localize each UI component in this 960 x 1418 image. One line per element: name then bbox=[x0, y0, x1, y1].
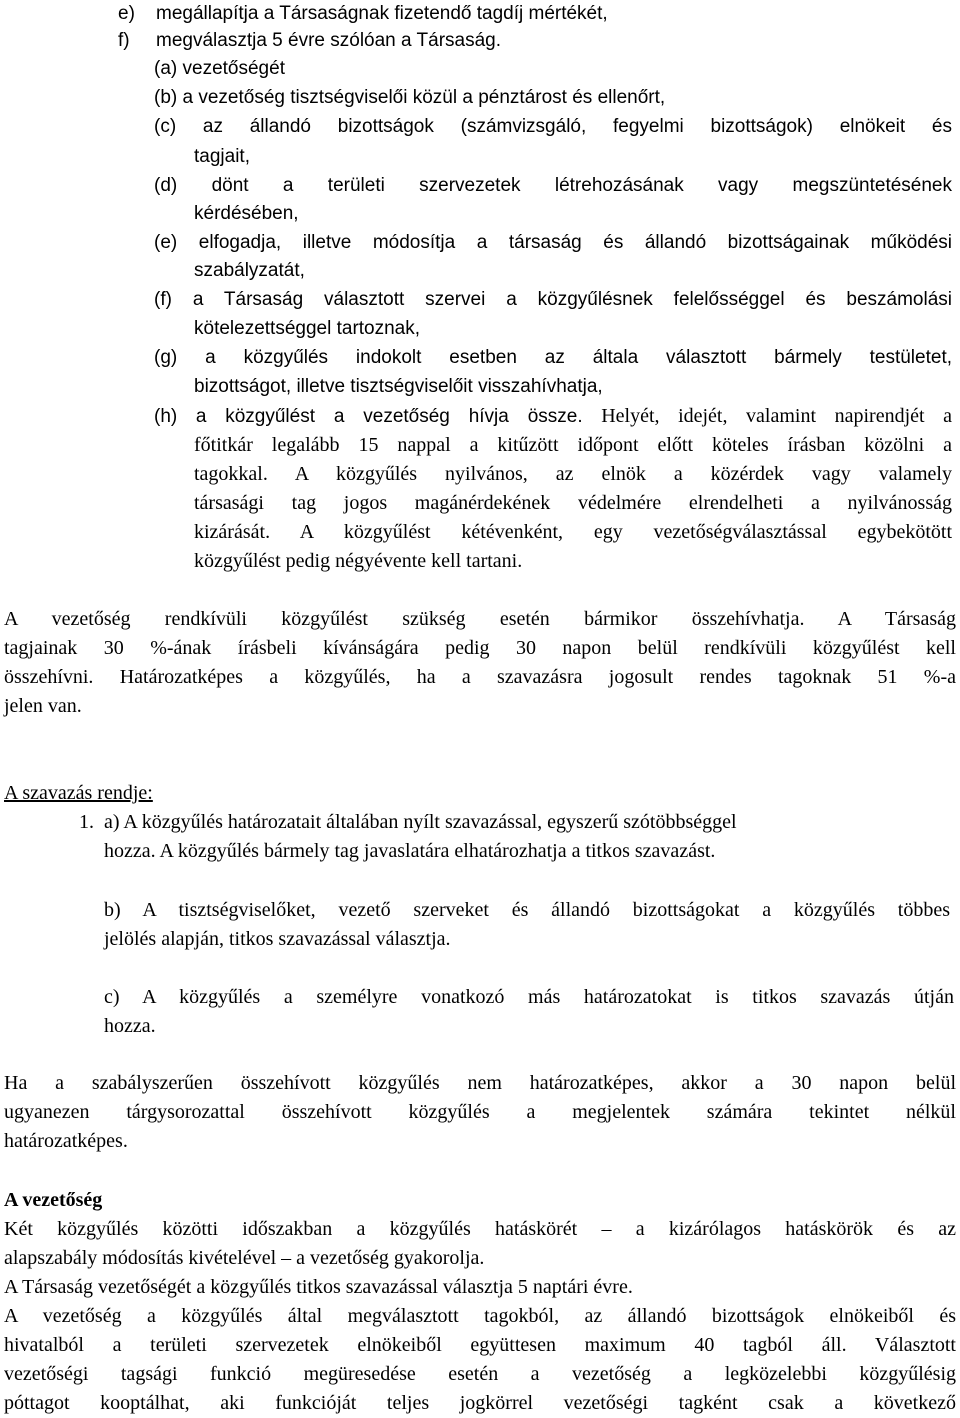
sub-text: a közgyűlés indokolt esetben az általa választott bármely testületet, bbox=[205, 347, 952, 368]
para-quorum-line3: határozatképes. bbox=[4, 1130, 128, 1152]
sub-item-e-line2: szabályzatát, bbox=[194, 260, 305, 281]
sub-item-c-line1 bbox=[154, 112, 952, 141]
sub-item-e-line1 bbox=[154, 228, 952, 257]
sub-label: (b) bbox=[154, 87, 178, 108]
sub-item-a bbox=[154, 54, 285, 83]
sub-item-c-line2: tagjait, bbox=[194, 146, 250, 167]
voting-b-line1: b) A tisztségviselőket, vezető szerveket és állandó bizottságokat a közgyűlés többes bbox=[104, 899, 950, 921]
sub-text: a Társaság választott szervei a közgyűlésnek felelősséggel és beszámolási bbox=[192, 289, 952, 310]
para-extraordinary-line3: összehívni. Határozatképes a közgyűlés, ha a szavazásra jogosult rendes tagoknak 51 %-a bbox=[4, 666, 956, 688]
list-label: e) bbox=[118, 3, 135, 24]
para-extraordinary-line1: A vezetőség rendkívüli közgyűlést szükség esetén bármikor összehívhatja. A Társaság bbox=[4, 608, 956, 630]
leadership-line5: hivatalból a területi szervezetek elnökeiből együttesen maximum 40 tagból áll. Választott bbox=[4, 1334, 956, 1356]
sub-item-d-line2: kérdésében, bbox=[194, 203, 299, 224]
sub-label: (d) bbox=[154, 175, 178, 196]
sub-item-h-line2: főtitkár legalább 15 nappal a kitűzött időpont előtt köteles írásban közölni a bbox=[194, 434, 952, 456]
sub-text: elfogadja, illetve módosítja a társaság és állandó bizottságainak működési bbox=[198, 232, 953, 253]
sub-item-b bbox=[154, 83, 665, 112]
sub-item-g-line1 bbox=[154, 343, 952, 372]
list-label: f) bbox=[118, 30, 130, 51]
leadership-line3: A Társaság vezetőségét a közgyűlés titkos szavazással választja 5 naptári évre. bbox=[4, 1276, 633, 1298]
sub-text: vezetőségét bbox=[182, 58, 285, 79]
leadership-heading: A vezetőség bbox=[4, 1189, 103, 1211]
list-text: megválasztja 5 évre szólóan a Társaság. bbox=[156, 30, 501, 51]
sub-label: (g) bbox=[154, 347, 178, 368]
voting-a-line1: a) A közgyűlés határozatait általában nyílt szavazással, egyszerű szótöbbséggel bbox=[104, 811, 737, 833]
sub-item-h-line4: társasági tag jogos magánérdekének védelmére elrendelheti a nyilvánosság bbox=[194, 492, 952, 514]
leadership-line2: alapszabály módosítás kivételével – a vezetőség gyakorolja. bbox=[4, 1247, 485, 1269]
sub-item-h-line6: közgyűlést pedig négyévente kell tartani. bbox=[194, 550, 523, 572]
leadership-line4: A vezetőség a közgyűlés által megválasztott tagokból, az állandó bizottságok elnökeiből és bbox=[4, 1305, 956, 1327]
voting-a-line2: hozza. A közgyűlés bármely tag javaslatára elhatározhatja a titkos szavazást. bbox=[104, 840, 716, 862]
list-item-e bbox=[118, 0, 608, 28]
leadership-line6: vezetőségi tagsági funkció megüresedése esetén a vezetőség a legközelebbi közgyűlésig bbox=[4, 1363, 956, 1385]
sub-text-sans: a közgyűlést a vezetőség hívja össze. bbox=[195, 406, 583, 427]
sub-item-h-line1 bbox=[154, 402, 952, 431]
list-item-f bbox=[118, 26, 501, 55]
leadership-line1: Két közgyűlés közötti időszakban a közgyűlés hatáskörét – a kizárólagos hatáskörök és az bbox=[4, 1218, 956, 1240]
sub-label: (a) bbox=[154, 58, 178, 79]
voting-c-line2: hozza. bbox=[104, 1015, 156, 1037]
voting-c-line1: c) A közgyűlés a személyre vonatkozó más határozatokat is titkos szavazás útján bbox=[104, 986, 954, 1008]
sub-text: dönt a területi szervezetek létrehozásának vagy megszüntetésének bbox=[211, 175, 953, 196]
voting-b-line2: jelölés alapján, titkos szavazással választja. bbox=[104, 928, 451, 950]
sub-item-g-line2: bizottságot, illetve tisztségviselőit visszahívhatja, bbox=[194, 376, 603, 397]
sub-item-h-line5: kizárását. A közgyűlést kétévenként, egy vezetőségválasztással egybekötött bbox=[194, 521, 952, 543]
sub-item-f-line2: kötelezettséggel tartoznak, bbox=[194, 318, 421, 339]
para-extraordinary-line4: jelen van. bbox=[4, 695, 82, 717]
para-quorum-line2: ugyanezen tárgysorozattal összehívott közgyűlés a megjelentek számára tekintet nélkül bbox=[4, 1101, 956, 1123]
sub-text: a vezetőség tisztségviselői közül a pénztárost és ellenőrt, bbox=[182, 87, 666, 108]
voting-heading: A szavazás rendje: bbox=[4, 782, 153, 804]
sub-label: (f) bbox=[154, 289, 172, 310]
sub-label: (h) bbox=[154, 406, 178, 427]
leadership-line7: póttagot kooptálhat, aki funkcióját teljes jogkörrel vezetőségi tagként csak a következő bbox=[4, 1392, 956, 1414]
para-quorum-line1: Ha a szabályszerűen összehívott közgyűlés nem határozatképes, akkor a 30 napon belül bbox=[4, 1072, 956, 1094]
sub-item-h-line3: tagokkal. A közgyűlés nyilvános, az elnök a közérdek vagy valamely bbox=[194, 463, 952, 485]
sub-label: (e) bbox=[154, 232, 178, 253]
sub-text-serif: Helyét, idejét, valamint napirendjét a bbox=[601, 405, 953, 427]
para-extraordinary-line2: tagjainak 30 %-ának írásbeli kívánságára pedig 30 napon belül rendkívüli közgyűlést kell bbox=[4, 637, 956, 659]
sub-label: (c) bbox=[154, 116, 177, 137]
sub-text: az állandó bizottságok (számvizsgáló, fegyelmi bizottságok) elnökeit és bbox=[202, 116, 952, 137]
list-text: megállapítja a Társaságnak fizetendő tagdíj mértékét, bbox=[156, 3, 608, 24]
voting-item-number: 1. bbox=[79, 811, 94, 833]
sub-item-f-line1 bbox=[154, 285, 952, 314]
sub-item-d-line1 bbox=[154, 171, 952, 200]
